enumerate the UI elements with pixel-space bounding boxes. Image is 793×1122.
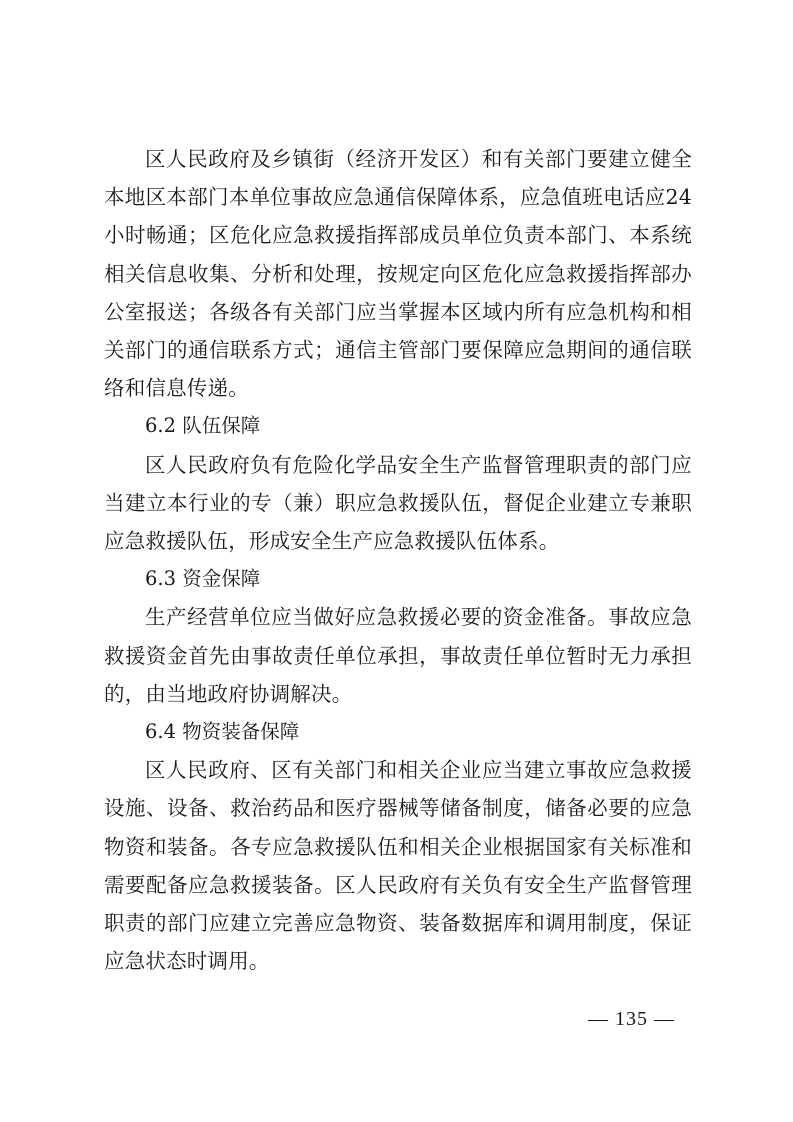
paragraph-material-guarantee: 区人民政府、区有关部门和相关企业应当建立事故应急救援设施、设备、救治药品和医疗器械等储备制度，储备必要的应急物资和装备。各专应急救援队伍和相关企业根据国家有关标准和需要配备应急救援装备。区人民政府有关负有安全生产监督管理职责的部门应建立完善应急物资、装备数据库和调用制度，保证应急状态时调用。	[104, 758, 692, 974]
document-body	[104, 140, 692, 980]
heading-team-guarantee: 6.2 队伍保障	[145, 414, 261, 438]
paragraph-funding-guarantee: 生产经营单位应当做好应急救援必要的资金准备。事故应急救援资金首先由事故责任单位承担，事故责任单位暂时无力承担的，由当地政府协调解决。	[104, 605, 692, 706]
heading-funding-guarantee: 6.3 资金保障	[145, 567, 261, 591]
page-number: — 135 —	[588, 1008, 675, 1030]
paragraph-team-guarantee: 区人民政府负有危险化学品安全生产监督管理职责的部门应当建立本行业的专（兼）职应急救援队伍，督促企业建立专兼职应急救援队伍，形成安全生产应急救援队伍体系。	[104, 452, 692, 554]
heading-material-guarantee: 6.4 物资装备保障	[145, 720, 300, 744]
paragraph-communication-guarantee: 区人民政府及乡镇街（经济开发区）和有关部门要建立健全本地区本部门本单位事故应急通信保障体系，应急值班电话应24小时畅通；区危化应急救援指挥部成员单位负责本部门、本系统相关信息收集、分析和处理，按规定向区危化应急救援指挥部办公室报送；各级各有关部门应当掌握本区域内所有应急机构和相关部门的通信联系方式；通信主管部门要保障应急期间的通信联络和信息传递。	[104, 147, 692, 401]
